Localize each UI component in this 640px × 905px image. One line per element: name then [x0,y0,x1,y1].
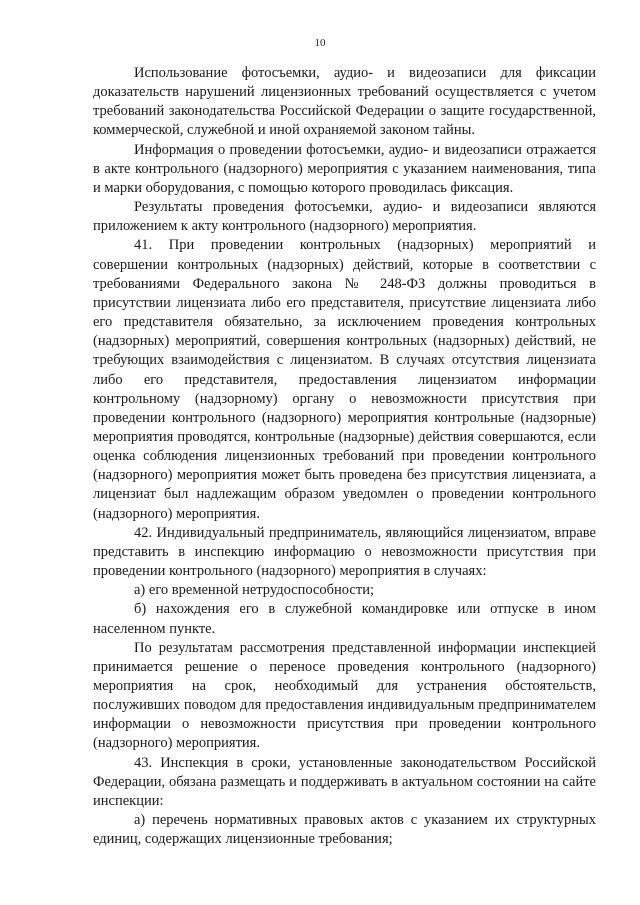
paragraph-photo-recording: Использование фотосъемки, аудио- и видеозаписи для фиксации доказательств нарушений лицензионных требований осуществляется с учетом требований законодательства Российской Федерации о защите государственной, коммерческой, служебной и иной охраняемой законом тайны. [93,65,596,139]
paragraph-clause-41: 41. При проведении контрольных (надзорных) мероприятий и совершении контрольных (надзорных) действий, которые в соответствии с требованиями Федерального закона № 248-ФЗ должны проводиться в присутствии лицензиата либо его представителя, присутствие лицензиата либо его представителя обязательно, за исключением проведения контрольных (надзорных) мероприятий, совершения контрольных (надзорных) действий, не требующих взаимодействия с лицензиатом. В случаях отсутствия лицензиата либо его представителя, предоставления лицензиатом информации контрольному (надзорному) органу о невозможности присутствия при проведении контрольного (надзорного) мероприятия контрольные (надзорные) мероприятия проводятся, контрольные (надзорные) действия совершаются, если оценка соблюдения лицензионных требований при проведении контрольного (надзорного) мероприятия может быть проведена без присутствия лицензиата, а лицензиат был надлежащим образом уведомлен о проведении контрольного (надзорного) мероприятия. [93,237,596,522]
paragraph-decision: По результатам рассмотрения представленной информации инспекцией принимается решение о переносе проведения контрольного (надзорного) мероприятия на срок, необходимый для устранения обстоятельств, послуживших поводом для предоставления индивидуальным предпринимателем информации о невозможности присутствия при проведении контрольного (надзорного) мероприятия. [93,639,596,752]
paragraph-clause-43: 43. Инспекция в сроки, установленные законодательством Российской Федерации, обязана размещать и поддерживать в актуальном состоянии на сайте инспекции: [93,754,596,809]
paragraph-recording-info: Информация о проведении фотосъемки, аудио- и видеозаписи отражается в акте контрольного (надзорного) мероприятия с указанием наименования, типа и марки оборудования, с помощью которого проводилась фиксация. [93,141,596,196]
page-number: 10 [314,37,326,49]
paragraph-clause-42-a: а) его временной нетрудоспособности; [134,582,374,599]
paragraph-clause-42-b: б) нахождения его в служебной командировке или отпуске в ином населенном пункте. [93,601,596,637]
paragraph-clause-42: 42. Индивидуальный предприниматель, являющийся лицензиатом, вправе представить в инспекцию информацию о невозможности присутствия при проведении контрольного (надзорного) мероприятия в случаях: [93,524,596,580]
paragraph-clause-43-a: а) перечень нормативных правовых актов с указанием их структурных единиц, содержащих лицензионные требования; [93,812,596,848]
paragraph-recording-results: Результаты проведения фотосъемки, аудио- и видеозаписи являются приложением к акту контрольного (надзорного) мероприятия. [93,199,596,235]
document-body [93,64,596,849]
